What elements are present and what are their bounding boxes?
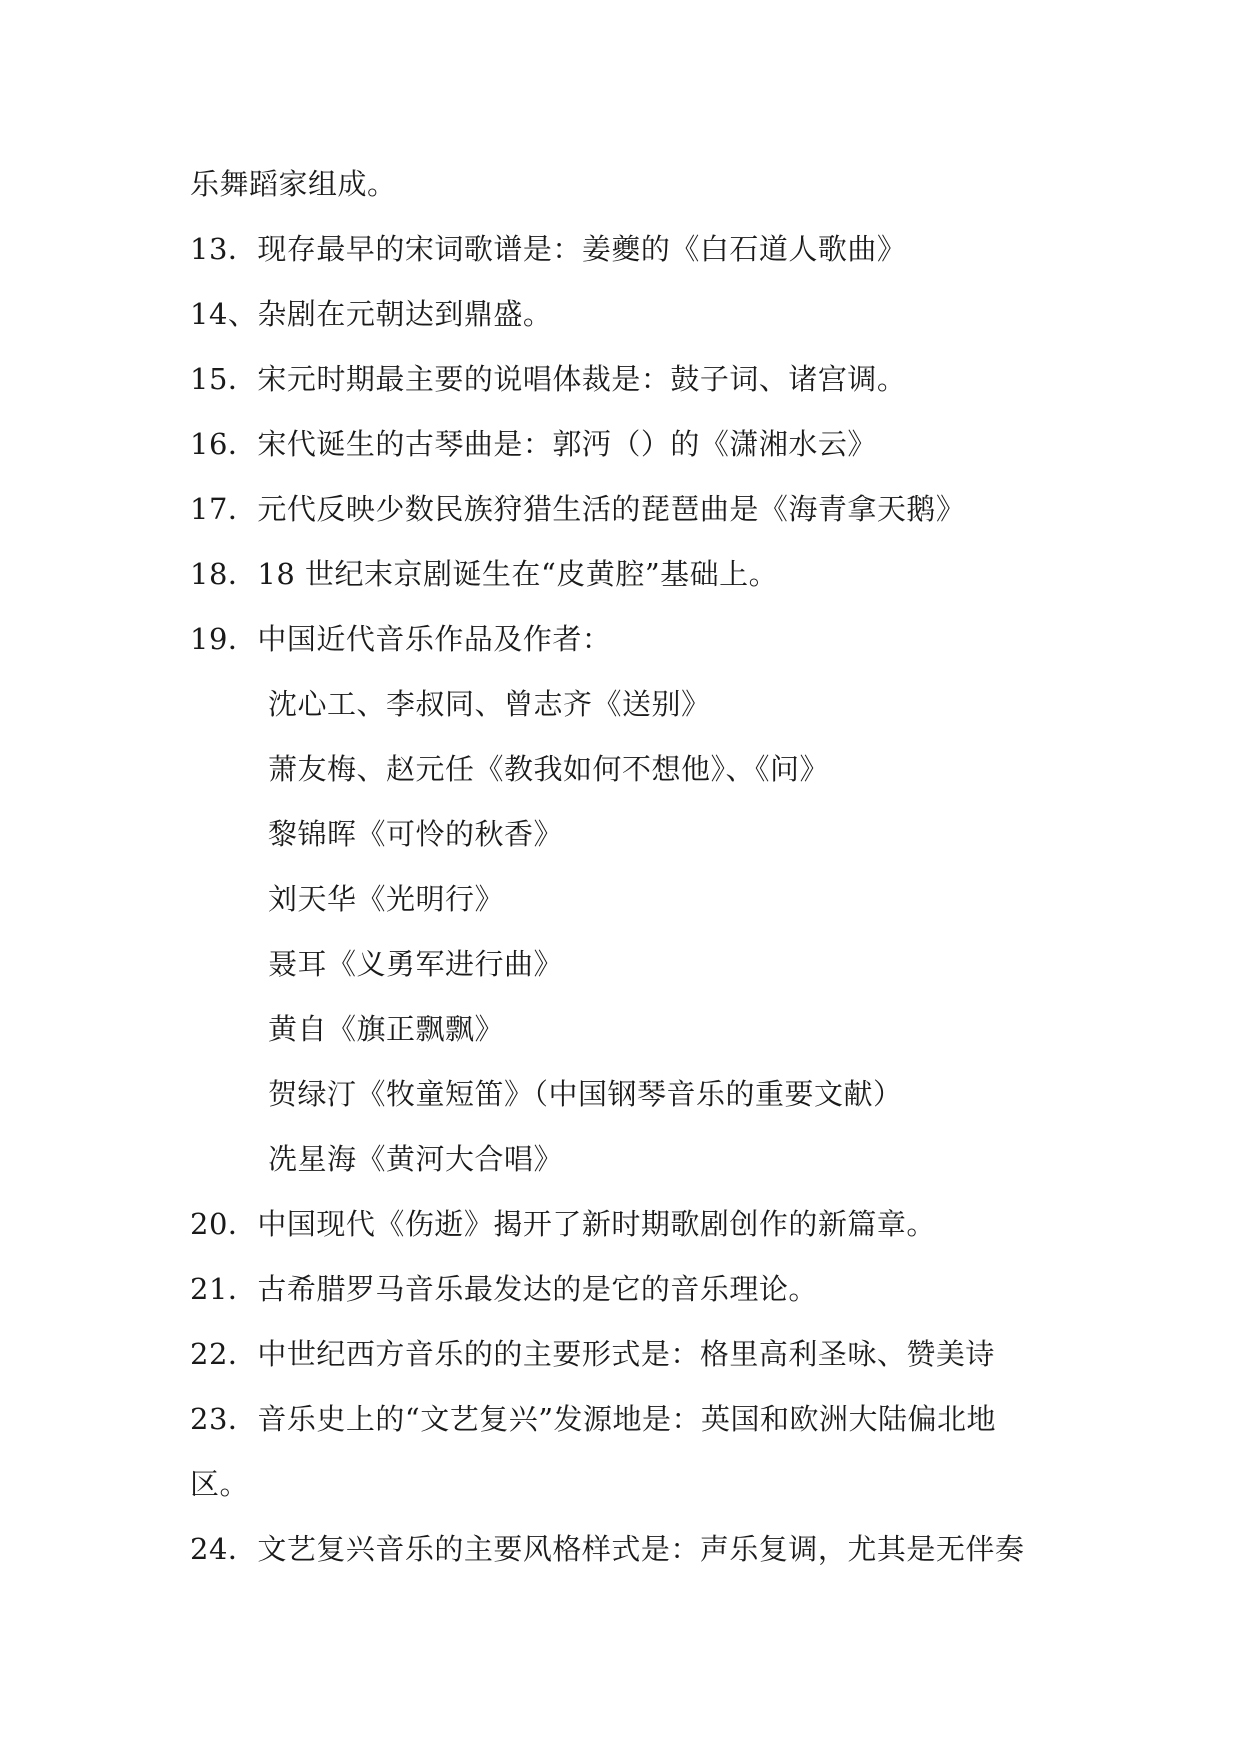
text-line: 19．中国近代音乐作品及作者： (190, 622, 612, 656)
text-line: 萧友梅、赵元任《教我如何不想他》、《问》 (268, 752, 830, 786)
text-line: 17．元代反映少数民族狩猎生活的琵琶曲是《海青拿天鹅》 (190, 492, 966, 526)
text-line: 13．现存最早的宋词歌谱是：姜夔的《白石道人歌曲》 (190, 232, 907, 266)
document-body (190, 152, 1070, 1582)
text-line: 贺绿汀《牧童短笛》（中国钢琴音乐的重要文献） (268, 1077, 903, 1111)
text-line: 乐舞蹈家组成。 (190, 167, 397, 201)
text-line: 23．音乐史上的“文艺复兴”发源地是：英国和欧洲大陆偏北地 (190, 1402, 997, 1436)
text-line: 刘天华《光明行》 (268, 882, 505, 916)
text-line: 21．古希腊罗马音乐最发达的是它的音乐理论。 (190, 1272, 818, 1306)
text-line: 16．宋代诞生的古琴曲是：郭沔（）的《潇湘水云》 (190, 427, 877, 461)
text-line: 15．宋元时期最主要的说唱体裁是：鼓子词、诸宫调。 (190, 362, 907, 396)
text-line: 22．中世纪西方音乐的的主要形式是：格里高利圣咏、赞美诗 (190, 1337, 995, 1371)
text-line: 区。 (190, 1467, 250, 1501)
text-line: 黄自《旗正飘飘》 (268, 1012, 505, 1046)
text-line: 14、杂剧在元朝达到鼎盛。 (190, 297, 553, 331)
text-line: 20．中国现代《伤逝》揭开了新时期歌剧创作的新篇章。 (190, 1207, 936, 1241)
text-line: 沈心工、李叔同、曾志齐《送别》 (268, 687, 711, 721)
text-line: 24．文艺复兴音乐的主要风格样式是：声乐复调，尤其是无伴奏 (190, 1532, 1025, 1566)
text-line: 冼星海《黄河大合唱》 (268, 1142, 564, 1176)
text-line: 聂耳《义勇军进行曲》 (268, 947, 564, 981)
text-line: 18．18 世纪末京剧诞生在“皮黄腔”基础上。 (190, 557, 779, 591)
text-line: 黎锦晖《可怜的秋香》 (268, 817, 564, 851)
